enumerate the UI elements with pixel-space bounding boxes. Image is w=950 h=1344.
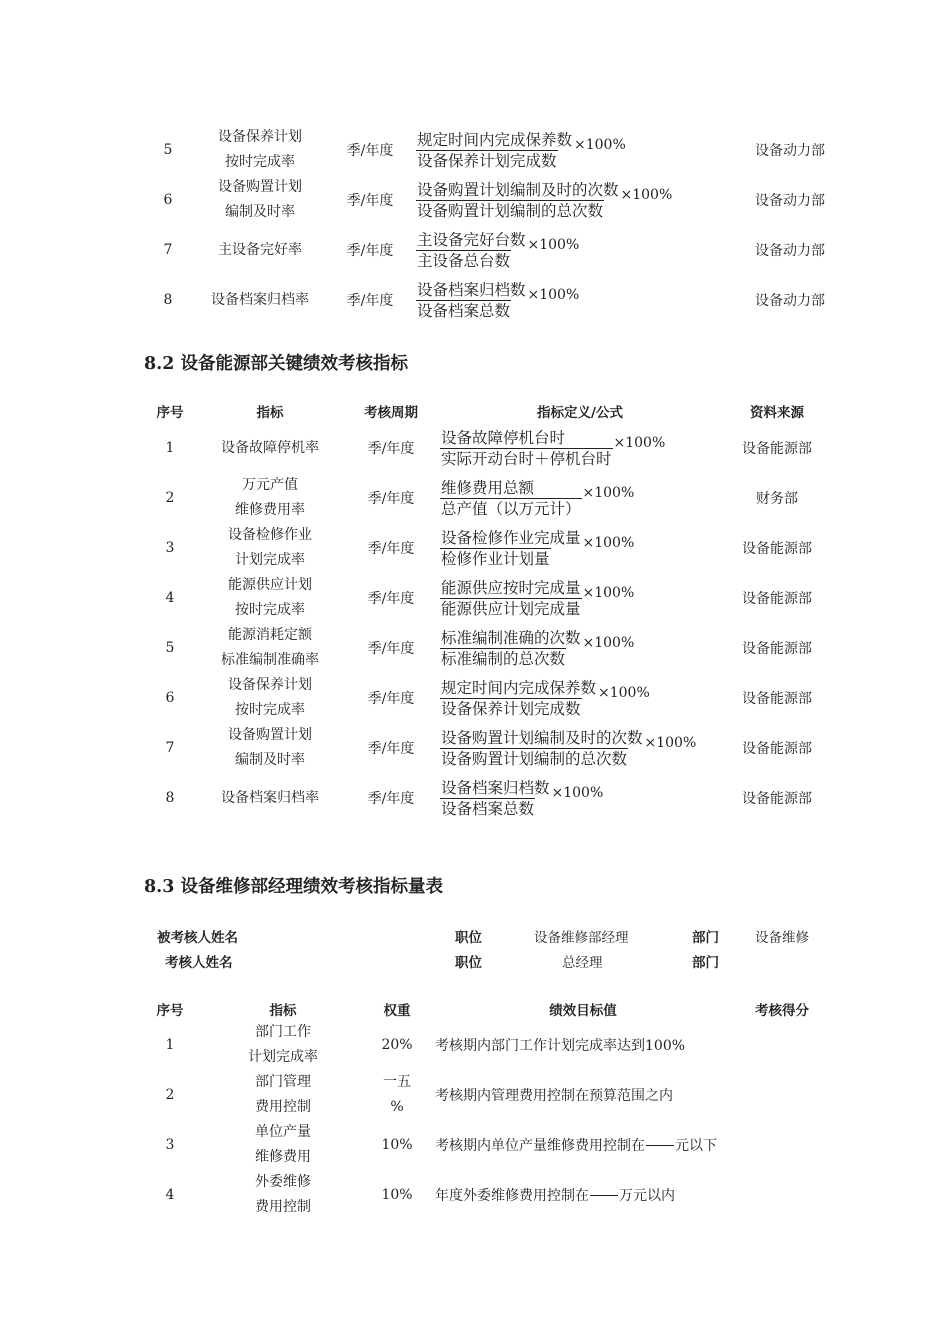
- table-row: [0, 773, 950, 823]
- indicator-name: 设备保养计划 按时完成率: [218, 129, 302, 170]
- formula-multiplier: ×100%: [582, 635, 635, 651]
- assessment-period: 季/年度: [367, 641, 415, 657]
- formula-numerator: 设备购置计划编制及时的次数: [417, 180, 619, 199]
- header-weight: 权重: [383, 1003, 411, 1019]
- section-heading-8-3: 8.3 设备维修部经理绩效考核指标量表: [144, 877, 444, 897]
- header-period: 考核周期: [364, 405, 418, 421]
- data-source: 设备动力部: [755, 243, 825, 259]
- indicator-name: 外委维修 费用控制: [255, 1174, 311, 1215]
- fill-in-blank: [646, 1144, 674, 1146]
- formula-denominator: 设备档案总数: [417, 301, 511, 320]
- indicator-name: 设备档案归档率: [211, 291, 309, 308]
- indicator-name: 万元产值 维修费用率: [235, 477, 305, 518]
- weight-value: 10%: [381, 1186, 413, 1203]
- row-number: 3: [165, 1137, 175, 1153]
- formula-numerator: 标准编制准确的次数: [441, 628, 581, 647]
- position-label: 职位: [455, 930, 482, 946]
- formula-numerator: 设备档案归档数: [441, 778, 550, 797]
- formula-multiplier: ×100%: [620, 187, 673, 203]
- row-number: 8: [165, 790, 175, 806]
- row-number: 6: [163, 192, 173, 208]
- score-cell: [732, 1120, 832, 1170]
- department-label: 部门: [692, 955, 719, 971]
- assessment-period: 季/年度: [346, 243, 394, 259]
- data-source: 设备能源部: [742, 441, 812, 457]
- formula: [440, 623, 730, 673]
- assessment-period: 季/年度: [367, 791, 415, 807]
- table-row: [0, 175, 950, 225]
- formula-multiplier: ×100%: [527, 237, 580, 253]
- department-label: 部门: [692, 930, 719, 946]
- header-score: 考核得分: [755, 1003, 809, 1019]
- weight-value: 一五 %: [383, 1074, 411, 1115]
- formula-multiplier: ×100%: [582, 535, 635, 551]
- indicator-name: 单位产量 维修费用: [255, 1124, 311, 1165]
- header-no: 序号: [156, 1003, 184, 1019]
- formula-denominator: 标准编制的总次数: [441, 649, 566, 668]
- header-formula: 指标定义/公式: [537, 405, 623, 421]
- assessment-period: 季/年度: [367, 691, 415, 707]
- weight-value: 20%: [381, 1036, 413, 1053]
- data-source: 设备能源部: [742, 541, 812, 557]
- row-number: 1: [165, 440, 175, 456]
- formula-denominator: 实际开动台时＋停机台时: [441, 449, 612, 468]
- assessee-name-label: 被考核人姓名: [157, 930, 238, 946]
- indicator-name: 主设备完好率: [218, 241, 302, 258]
- data-source: 设备动力部: [755, 193, 825, 209]
- indicator-name: 能源消耗定额 标准编制准确率: [221, 627, 319, 668]
- assessment-period: 季/年度: [367, 741, 415, 757]
- data-source: 设备能源部: [742, 591, 812, 607]
- indicator-name: 设备购置计划 编制及时率: [228, 727, 312, 768]
- score-cell: [732, 1070, 832, 1120]
- indicator-name: 部门管理 费用控制: [255, 1074, 311, 1115]
- row-number: 4: [165, 590, 175, 606]
- row-number: 3: [165, 540, 175, 556]
- formula-denominator: 设备购置计划编制的总次数: [417, 201, 604, 220]
- formula-denominator: 总产值（以万元计）: [441, 499, 581, 518]
- formula-numerator: 能源供应按时完成量: [441, 578, 581, 597]
- formula-denominator: 设备购置计划编制的总次数: [441, 749, 628, 768]
- assessment-period: 季/年度: [367, 441, 415, 457]
- indicator-name: 设备检修作业 计划完成率: [228, 527, 312, 568]
- table-header-row: [0, 398, 950, 424]
- row-number: 1: [165, 1037, 175, 1053]
- formula-denominator: 设备保养计划完成数: [441, 699, 581, 718]
- score-cell: [732, 1170, 832, 1220]
- formula-numerator: 设备购置计划编制及时的次数: [441, 728, 643, 747]
- table-row: [0, 1070, 950, 1120]
- table-row: [0, 423, 950, 473]
- row-number: 8: [163, 292, 173, 308]
- formula: [416, 125, 736, 175]
- formula-denominator: 设备档案总数: [441, 799, 535, 818]
- data-source: 设备能源部: [742, 791, 812, 807]
- indicator-name: 设备故障停机率: [221, 439, 319, 456]
- formula: [440, 673, 730, 723]
- table-row: [0, 723, 950, 773]
- table-header-row: [0, 996, 950, 1022]
- row-number: 2: [165, 490, 175, 506]
- formula-numerator: 设备故障停机台时: [441, 428, 566, 447]
- formula: [440, 773, 730, 823]
- row-number: 2: [165, 1087, 175, 1103]
- formula: [440, 573, 730, 623]
- section-heading-8-2: 8.2 设备能源部关键绩效考核指标: [144, 354, 409, 374]
- header-indicator: 指标: [269, 1003, 297, 1019]
- indicator-name: 能源供应计划 按时完成率: [228, 577, 312, 618]
- formula-numerator: 设备检修作业完成量: [441, 528, 581, 547]
- table-row: [0, 473, 950, 523]
- table-row: [0, 1120, 950, 1170]
- department-value: 设备维修: [755, 930, 809, 946]
- position-value: 总经理: [562, 955, 603, 971]
- target-value: 考核期内管理费用控制在预算范围之内: [435, 1088, 673, 1104]
- assessment-period: 季/年度: [367, 541, 415, 557]
- data-source: 设备动力部: [755, 143, 825, 159]
- table-row: [0, 623, 950, 673]
- target-value: 年度外委维修费用控制在 万元以内: [435, 1188, 675, 1204]
- indicator-name: 设备购置计划 编制及时率: [218, 179, 302, 220]
- formula: [416, 225, 736, 275]
- assessor-name-label: 考核人姓名: [165, 955, 233, 971]
- formula-multiplier: ×100%: [644, 735, 697, 751]
- assessment-period: 季/年度: [346, 193, 394, 209]
- formula-denominator: 检修作业计划量: [441, 549, 550, 568]
- formula: [440, 423, 730, 473]
- row-number: 7: [165, 740, 175, 756]
- indicator-name: 部门工作 计划完成率: [248, 1024, 318, 1065]
- table-row: [0, 275, 950, 325]
- formula-denominator: 主设备总台数: [417, 251, 511, 270]
- table-row: [0, 125, 950, 175]
- formula-denominator: 能源供应计划完成量: [441, 599, 581, 618]
- table-row: [0, 673, 950, 723]
- row-number: 5: [163, 142, 173, 158]
- formula-numerator: 主设备完好台数: [417, 230, 526, 249]
- formula: [440, 473, 730, 523]
- target-value: 考核期内部门工作计划完成率达到100%: [435, 1038, 686, 1054]
- position-label: 职位: [455, 955, 482, 971]
- fill-in-blank: [590, 1194, 618, 1196]
- weight-value: 10%: [381, 1136, 413, 1153]
- header-no: 序号: [156, 405, 184, 421]
- table-row: [0, 573, 950, 623]
- data-source: 设备能源部: [742, 741, 812, 757]
- data-source: 设备动力部: [755, 293, 825, 309]
- formula-multiplier: ×100%: [527, 287, 580, 303]
- formula-numerator: 维修费用总额: [441, 478, 535, 497]
- table-row: [0, 225, 950, 275]
- formula-numerator: 规定时间内完成保养数: [417, 130, 573, 149]
- formula-numerator: 规定时间内完成保养数: [441, 678, 597, 697]
- formula-numerator: 设备档案归档数: [417, 280, 526, 299]
- formula: [416, 175, 736, 225]
- formula-multiplier: ×100%: [582, 485, 635, 501]
- score-cell: [732, 1020, 832, 1070]
- assessment-period: 季/年度: [367, 491, 415, 507]
- assessment-period: 季/年度: [346, 143, 394, 159]
- data-source: 设备能源部: [742, 691, 812, 707]
- indicator-name: 设备保养计划 按时完成率: [228, 677, 312, 718]
- formula: [416, 275, 736, 325]
- formula: [440, 723, 730, 773]
- table-row: [0, 523, 950, 573]
- target-value: 考核期内单位产量维修费用控制在 元以下: [435, 1138, 717, 1154]
- formula-denominator: 设备保养计划完成数: [417, 151, 557, 170]
- data-source: 财务部: [756, 491, 798, 507]
- row-number: 6: [165, 690, 175, 706]
- formula: [440, 523, 730, 573]
- header-source: 资料来源: [750, 405, 804, 421]
- row-number: 4: [165, 1187, 175, 1203]
- header-target: 绩效目标值: [549, 1003, 617, 1019]
- assessment-period: 季/年度: [346, 293, 394, 309]
- formula-multiplier: ×100%: [582, 585, 635, 601]
- assessment-period: 季/年度: [367, 591, 415, 607]
- formula-multiplier: ×100%: [551, 785, 604, 801]
- header-indicator: 指标: [256, 405, 284, 421]
- row-number: 5: [165, 640, 175, 656]
- formula-multiplier: ×100%: [598, 685, 650, 701]
- indicator-name: 设备档案归档率: [221, 789, 319, 806]
- row-number: 7: [163, 242, 173, 258]
- formula-multiplier: ×100%: [613, 435, 666, 451]
- data-source: 设备能源部: [742, 641, 812, 657]
- position-value: 设备维修部经理: [534, 930, 629, 946]
- formula-multiplier: ×100%: [574, 137, 626, 153]
- table-row: [0, 1170, 950, 1220]
- table-row: [0, 1020, 950, 1070]
